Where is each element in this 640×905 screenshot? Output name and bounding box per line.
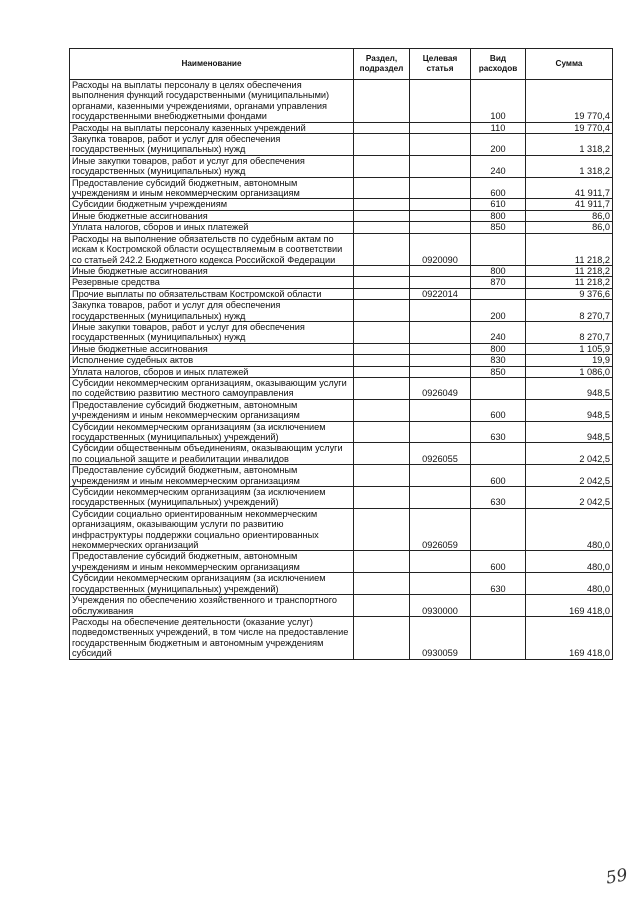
cell-name: Предоставление субсидий бюджетным, автономным учреждениям и иным некоммерческим организациям <box>70 177 354 199</box>
cell-amount: 11 218,2 <box>526 265 613 276</box>
cell-amount: 1 086,0 <box>526 366 613 377</box>
cell-expense-kind: 630 <box>471 487 526 509</box>
cell-name: Субсидии некоммерческим организациям (за исключением государственных (муниципальных) учреждений) <box>70 573 354 595</box>
cell-name: Расходы на выплаты персоналу в целях обеспечения выполнения функций государственными (муниципальными) органами, казенными учреждениями, органами управления государственными внебюджетными фондами <box>70 80 354 123</box>
table-row <box>70 321 613 343</box>
cell-section <box>354 155 410 177</box>
cell-name: Предоставление субсидий бюджетным, автономным учреждениям и иным некоммерческим организациям <box>70 399 354 421</box>
cell-expense-kind <box>471 288 526 299</box>
cell-name: Закупка товаров, работ и услуг для обеспечения государственных (муниципальных) нужд <box>70 134 354 156</box>
cell-target-code <box>410 573 471 595</box>
cell-target-code: 0920090 <box>410 233 471 265</box>
cell-amount: 480,0 <box>526 508 613 551</box>
cell-amount: 480,0 <box>526 551 613 573</box>
cell-section <box>354 616 410 659</box>
table-row <box>70 177 613 199</box>
cell-section <box>354 551 410 573</box>
cell-target-code <box>410 366 471 377</box>
budget-table <box>69 48 613 660</box>
cell-name: Исполнение судебных актов <box>70 355 354 366</box>
header-sum: Сумма <box>526 49 613 80</box>
cell-target-code <box>410 80 471 123</box>
cell-name: Уплата налогов, сборов и иных платежей <box>70 222 354 233</box>
cell-section <box>354 595 410 617</box>
cell-section <box>354 122 410 133</box>
table-row <box>70 277 613 288</box>
cell-amount: 8 270,7 <box>526 321 613 343</box>
cell-amount: 1 105,9 <box>526 343 613 354</box>
cell-name: Субсидии некоммерческим организациям, оказывающим услуги по содействию развитию местного самоуправления <box>70 377 354 399</box>
cell-expense-kind: 800 <box>471 210 526 221</box>
table-row <box>70 508 613 551</box>
cell-name: Иные бюджетные ассигнования <box>70 265 354 276</box>
table-row <box>70 199 613 210</box>
cell-target-code <box>410 300 471 322</box>
cell-target-code: 0922014 <box>410 288 471 299</box>
cell-expense-kind: 110 <box>471 122 526 133</box>
table-row <box>70 233 613 265</box>
cell-target-code <box>410 222 471 233</box>
table-row <box>70 595 613 617</box>
cell-section <box>354 421 410 443</box>
table-row <box>70 366 613 377</box>
cell-expense-kind: 870 <box>471 277 526 288</box>
cell-expense-kind: 630 <box>471 573 526 595</box>
cell-name: Иные закупки товаров, работ и услуг для обеспечения государственных (муниципальных) нужд <box>70 155 354 177</box>
cell-section <box>354 210 410 221</box>
cell-target-code <box>410 465 471 487</box>
cell-expense-kind <box>471 443 526 465</box>
cell-amount: 86,0 <box>526 210 613 221</box>
cell-section <box>354 377 410 399</box>
table-body <box>70 80 613 660</box>
cell-target-code <box>410 265 471 276</box>
cell-target-code <box>410 134 471 156</box>
cell-amount: 9 376,6 <box>526 288 613 299</box>
cell-target-code <box>410 487 471 509</box>
cell-section <box>354 355 410 366</box>
cell-amount: 2 042,5 <box>526 443 613 465</box>
cell-expense-kind <box>471 508 526 551</box>
cell-amount: 41 911,7 <box>526 177 613 199</box>
cell-name: Предоставление субсидий бюджетным, автономным учреждениям и иным некоммерческим организациям <box>70 465 354 487</box>
cell-target-code <box>410 321 471 343</box>
cell-amount: 1 318,2 <box>526 134 613 156</box>
cell-amount: 2 042,5 <box>526 487 613 509</box>
cell-name: Расходы на выполнение обязательств по судебным актам по искам к Костромской области осуществляемым в соответствии со статьей 242.2 Бюджетного кодекса Российской Федерации <box>70 233 354 265</box>
cell-amount: 8 270,7 <box>526 300 613 322</box>
cell-name: Закупка товаров, работ и услуг для обеспечения государственных (муниципальных) нужд <box>70 300 354 322</box>
cell-expense-kind: 200 <box>471 134 526 156</box>
cell-amount: 11 218,2 <box>526 277 613 288</box>
cell-expense-kind: 850 <box>471 366 526 377</box>
cell-target-code: 0926055 <box>410 443 471 465</box>
cell-target-code <box>410 343 471 354</box>
table-row <box>70 551 613 573</box>
table-row <box>70 222 613 233</box>
cell-name: Иные закупки товаров, работ и услуг для обеспечения государственных (муниципальных) нужд <box>70 321 354 343</box>
cell-section <box>354 573 410 595</box>
cell-target-code: 0930000 <box>410 595 471 617</box>
cell-target-code <box>410 210 471 221</box>
table-row <box>70 343 613 354</box>
cell-section <box>354 134 410 156</box>
cell-amount: 19,9 <box>526 355 613 366</box>
table-row <box>70 487 613 509</box>
table-row <box>70 80 613 123</box>
cell-amount: 480,0 <box>526 573 613 595</box>
cell-amount: 948,5 <box>526 377 613 399</box>
cell-expense-kind <box>471 595 526 617</box>
cell-name: Субсидии некоммерческим организациям (за исключением государственных (муниципальных) учреждений) <box>70 421 354 443</box>
table-row <box>70 288 613 299</box>
cell-target-code <box>410 421 471 443</box>
table-row <box>70 421 613 443</box>
cell-target-code <box>410 277 471 288</box>
cell-expense-kind: 600 <box>471 551 526 573</box>
table-row <box>70 300 613 322</box>
header-target: Целевая статья <box>410 49 471 80</box>
cell-expense-kind <box>471 377 526 399</box>
table-row <box>70 134 613 156</box>
header-name: Наименование <box>70 49 354 80</box>
cell-target-code <box>410 199 471 210</box>
cell-section <box>354 199 410 210</box>
cell-name: Иные бюджетные ассигнования <box>70 210 354 221</box>
cell-expense-kind <box>471 616 526 659</box>
cell-expense-kind: 610 <box>471 199 526 210</box>
cell-expense-kind: 830 <box>471 355 526 366</box>
cell-expense-kind <box>471 233 526 265</box>
cell-name: Резервные средства <box>70 277 354 288</box>
cell-section <box>354 465 410 487</box>
cell-target-code <box>410 122 471 133</box>
table-row <box>70 399 613 421</box>
cell-expense-kind: 850 <box>471 222 526 233</box>
cell-name: Субсидии бюджетным учреждениям <box>70 199 354 210</box>
cell-section <box>354 277 410 288</box>
cell-name: Прочие выплаты по обязательствам Костромской области <box>70 288 354 299</box>
cell-target-code: 0926059 <box>410 508 471 551</box>
table-row <box>70 155 613 177</box>
cell-section <box>354 343 410 354</box>
cell-amount: 86,0 <box>526 222 613 233</box>
cell-amount: 1 318,2 <box>526 155 613 177</box>
table-row <box>70 465 613 487</box>
cell-section <box>354 487 410 509</box>
cell-target-code <box>410 355 471 366</box>
cell-name: Субсидии общественным объединениям, оказывающим услуги по социальной защите и реабилитации инвалидов <box>70 443 354 465</box>
cell-amount: 169 418,0 <box>526 616 613 659</box>
cell-amount: 19 770,4 <box>526 80 613 123</box>
cell-section <box>354 233 410 265</box>
cell-name: Субсидии некоммерческим организациям (за исключением государственных (муниципальных) учреждений) <box>70 487 354 509</box>
header-kind: Вид расходов <box>471 49 526 80</box>
cell-section <box>354 80 410 123</box>
table-header-row <box>70 49 613 80</box>
cell-amount: 948,5 <box>526 399 613 421</box>
cell-target-code: 0926049 <box>410 377 471 399</box>
cell-target-code: 0930059 <box>410 616 471 659</box>
cell-expense-kind: 100 <box>471 80 526 123</box>
cell-section <box>354 300 410 322</box>
table-row <box>70 573 613 595</box>
cell-target-code <box>410 155 471 177</box>
cell-expense-kind: 630 <box>471 421 526 443</box>
table-row <box>70 122 613 133</box>
cell-target-code <box>410 177 471 199</box>
cell-expense-kind: 200 <box>471 300 526 322</box>
cell-amount: 169 418,0 <box>526 595 613 617</box>
cell-name: Иные бюджетные ассигнования <box>70 343 354 354</box>
header-section: Раздел, подраздел <box>354 49 410 80</box>
cell-amount: 41 911,7 <box>526 199 613 210</box>
cell-amount: 19 770,4 <box>526 122 613 133</box>
cell-name: Уплата налогов, сборов и иных платежей <box>70 366 354 377</box>
cell-section <box>354 366 410 377</box>
cell-section <box>354 508 410 551</box>
table-row <box>70 265 613 276</box>
cell-target-code <box>410 399 471 421</box>
cell-expense-kind: 240 <box>471 321 526 343</box>
cell-section <box>354 222 410 233</box>
cell-expense-kind: 800 <box>471 343 526 354</box>
cell-name: Субсидии социально ориентированным некоммерческим организациям, оказывающим услуги по развитию инфраструктуры поддержки социально ориентированных некоммерческих организаций <box>70 508 354 551</box>
cell-expense-kind: 800 <box>471 265 526 276</box>
cell-amount: 11 218,2 <box>526 233 613 265</box>
cell-name: Расходы на выплаты персоналу казенных учреждений <box>70 122 354 133</box>
cell-expense-kind: 600 <box>471 399 526 421</box>
cell-section <box>354 288 410 299</box>
cell-section <box>354 177 410 199</box>
cell-section <box>354 443 410 465</box>
cell-section <box>354 265 410 276</box>
cell-name: Предоставление субсидий бюджетным, автономным учреждениям и иным некоммерческим организациям <box>70 551 354 573</box>
cell-target-code <box>410 551 471 573</box>
table-row <box>70 616 613 659</box>
table-row <box>70 355 613 366</box>
cell-name: Расходы на обеспечение деятельности (оказание услуг) подведомственных учреждений, в том числе на предоставление государственным бюджетным и автономным учреждениям субсидий <box>70 616 354 659</box>
cell-name: Учреждения по обеспечению хозяйственного и транспортного обслуживания <box>70 595 354 617</box>
page-number: 59 <box>604 865 630 889</box>
cell-expense-kind: 600 <box>471 465 526 487</box>
cell-amount: 2 042,5 <box>526 465 613 487</box>
cell-amount: 948,5 <box>526 421 613 443</box>
cell-expense-kind: 240 <box>471 155 526 177</box>
cell-section <box>354 321 410 343</box>
table-row <box>70 443 613 465</box>
cell-expense-kind: 600 <box>471 177 526 199</box>
table-row <box>70 377 613 399</box>
cell-section <box>354 399 410 421</box>
table-row <box>70 210 613 221</box>
